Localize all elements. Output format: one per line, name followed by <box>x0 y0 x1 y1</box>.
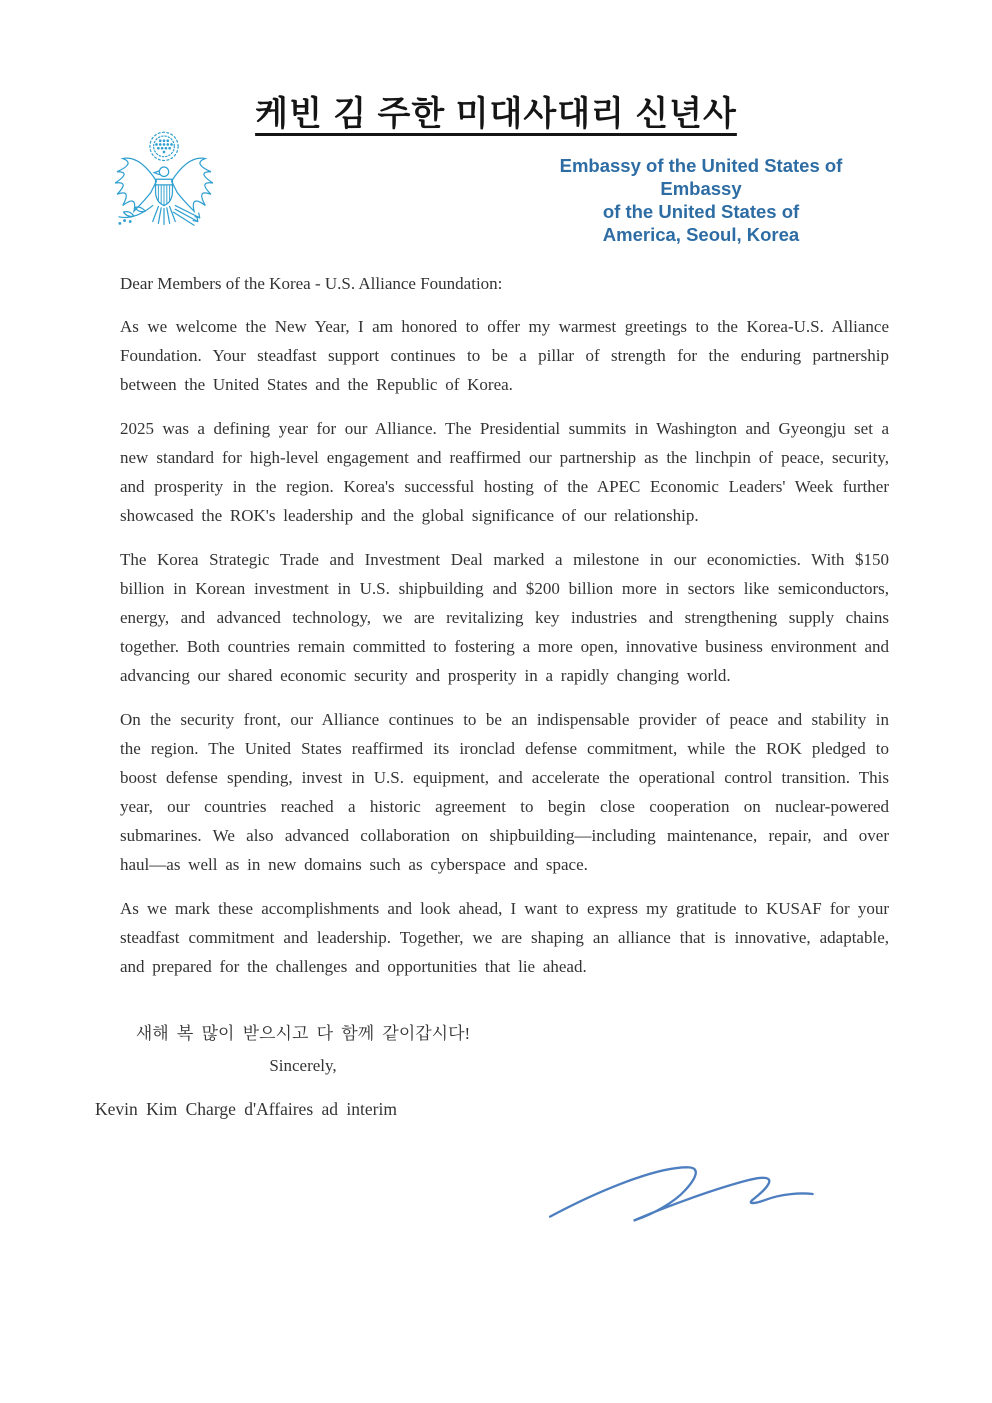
closing-korean-line: 새해 복 많이 받으시고 다 함께 같이갑시다! <box>135 1024 471 1043</box>
page-title-text: 케빈 김 주한 미대사대리 신년사 <box>255 95 737 133</box>
letter-paragraph: As we welcome the New Year, I am honored to offer my warmest greetings to the Korea-U.S. Alliance Foundation. Your steadfast support continues to be a pillar of strength for the enduring partnership between the United States and the Republic of Korea. <box>120 317 889 394</box>
letter-body <box>95 269 889 1124</box>
letter-paragraph: As we mark these accomplishments and look ahead, I want to express my gratitude to KUSAF for your steadfast commitment and leadership. Together, we are shaping an alliance that is innovative, adaptable, and prepared for the challenges and opportunities that lie ahead. <box>120 899 889 976</box>
embassy-header-line-3: America, Seoul, Korea <box>602 224 800 245</box>
closing-sincerely: Sincerely, <box>269 1056 337 1075</box>
embassy-header-line-2: of the United States of <box>602 201 800 222</box>
handwritten-signature-icon <box>536 1150 868 1236</box>
letter-paragraph: 2025 was a defining year for our Alliance. The Presidential summits in Washington and Gyeongju set a new standard for high-level engagement and reaffirmed our partnership as the linchpin of peace, security, and prosperity in the region. Korea's successful hosting of the APEC Economic Leaders' Week further showcased the ROK's leadership and the global significance of our relationship. <box>120 419 889 525</box>
salutation: Dear Members of the Korea - U.S. Alliance Foundation: <box>120 274 503 293</box>
signoff-name: Kevin Kim Charge d'Affaires ad interim <box>95 1099 397 1119</box>
embassy-header-line-1: Embassy of the United States of Embassy <box>559 155 843 199</box>
us-great-seal-eagle-icon <box>102 128 226 238</box>
letter-paragraph: The Korea Strategic Trade and Investment Deal marked a milestone in our economicties. With $150 billion in Korean investment in U.S. shipbuilding and $200 billion more in sectors like semiconductors, energy, and advanced technology, we are revitalizing key industries and strengthening supply chains together. Both countries remain committed to fostering a more open, innovative business environment and advancing our shared economic security and prosperity in a rapidly changing world. <box>120 550 889 685</box>
embassy-header <box>518 154 884 246</box>
closing-block <box>114 1019 492 1080</box>
letter-paragraph: On the security front, our Alliance continues to be an indispensable provider of peace and stability in the region. The United States reaffirmed its ironclad defense commitment, while the ROK pledged to boost defense spending, invest in U.S. equipment, and accelerate the operational control transition. This year, our countries reached a historic agreement to begin close cooperation on nuclear-powered submarines. We also advanced collaboration on shipbuilding—including maintenance, repair, and over haul—as well as in new domains such as cyberspace and space. <box>120 710 889 874</box>
letter-paragraphs <box>120 312 889 981</box>
